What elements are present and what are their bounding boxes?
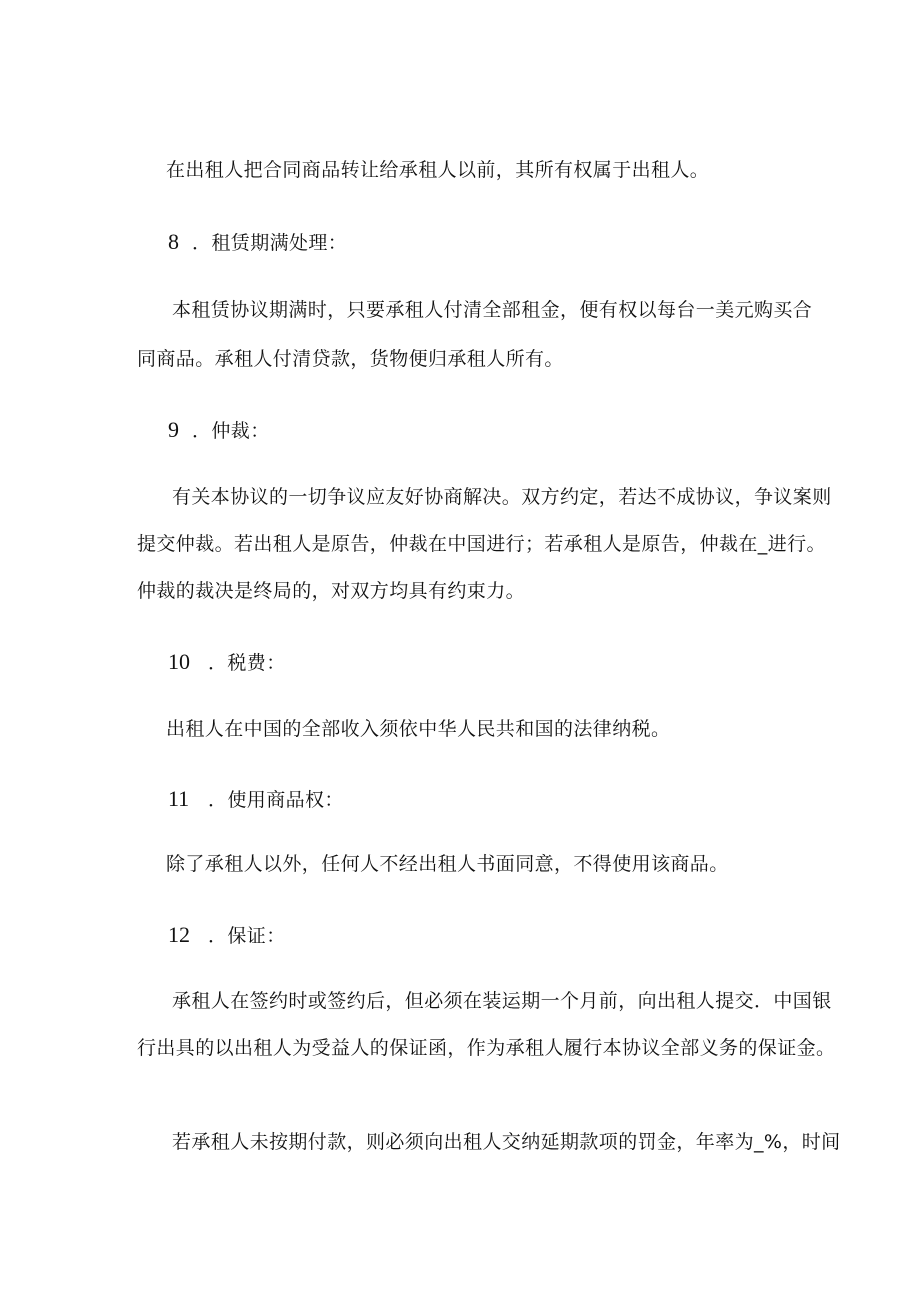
section-9-number: 9 [168, 417, 179, 442]
section-10-heading [168, 650, 286, 675]
section-10-title: ．税费： [208, 652, 286, 674]
section-12-number: 12 [168, 922, 190, 947]
section-9-line-2: 提交仲裁。若出租人是原告，仲裁在中国进行；若承租人是原告，仲裁在_进行。 [137, 533, 826, 555]
section-11-heading [168, 787, 344, 812]
section-9-title: ．仲裁： [192, 420, 270, 442]
section-12-title: ．保证： [208, 925, 286, 947]
section-8-number: 8 [168, 229, 179, 254]
section-12-line-2: 行出具的以出租人为受益人的保证函，作为承租人履行本协议全部义务的保证金。 [137, 1037, 836, 1059]
section-8-heading [168, 230, 347, 255]
section-8-title: ．租赁期满处理： [192, 232, 348, 254]
section-10-line-1: 出租人在中国的全部收入须依中华人民共和国的法律纳税。 [166, 718, 671, 740]
section-12-line-1: 承租人在签约时或签约后，但必须在装运期一个月前，向出租人提交．中国银 [172, 990, 832, 1012]
penalty-line-1: 若承租人未按期付款，则必须向出租人交纳延期款项的罚金，年率为_%，时间 [172, 1131, 841, 1153]
section-11-title: ．使用商品权： [208, 789, 344, 811]
section-9-line-3: 仲裁的裁决是终局的，对双方均具有约束力。 [137, 580, 526, 602]
ownership-line-1: 在出租人把合同商品转让给承租人以前，其所有权属于出租人。 [166, 159, 710, 181]
section-8-line-1: 本租赁协议期满时，只要承租人付清全部租金，便有权以每台一美元购买合 [172, 299, 813, 321]
section-12-heading [168, 923, 286, 948]
section-9-line-1: 有关本协议的一切争议应友好协商解决。双方约定，若达不成协议，争议案则 [172, 486, 832, 508]
section-9-heading [168, 418, 270, 443]
section-8-line-2: 同商品。承租人付清贷款，货物便归承租人所有。 [137, 348, 564, 370]
section-10-number: 10 [168, 649, 190, 674]
section-11-line-1: 除了承租人以外，任何人不经出租人书面同意，不得使用该商品。 [166, 853, 729, 875]
section-11-number: 11 [168, 786, 190, 811]
